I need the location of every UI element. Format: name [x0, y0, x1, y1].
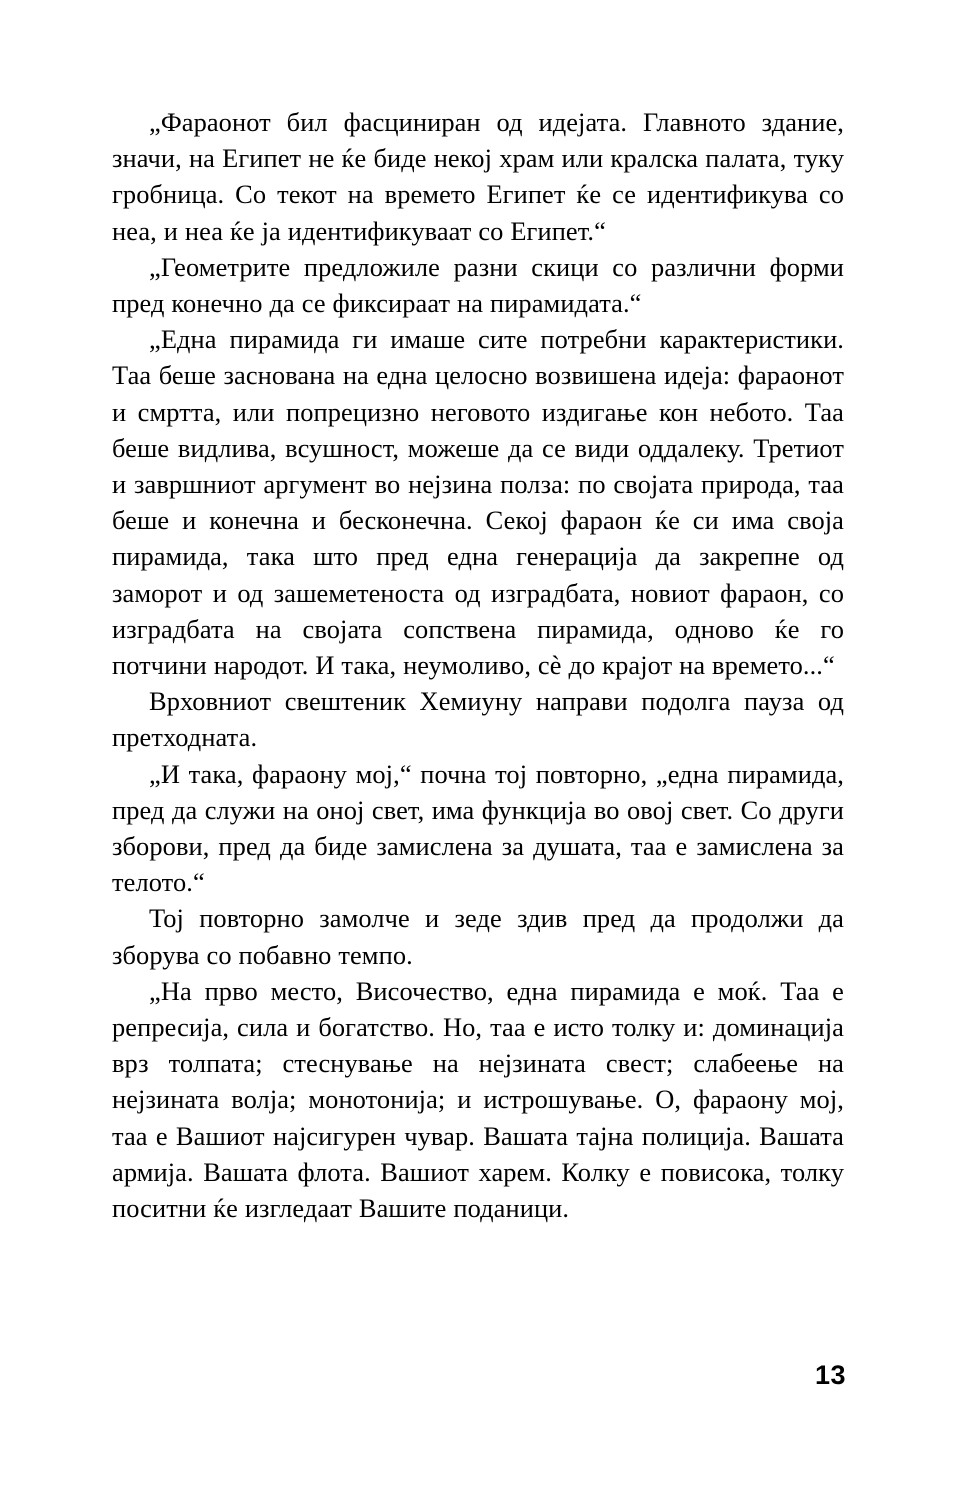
- paragraph-4: Врховниот свештеник Хемиуну направи подолга пауза од претходната.: [112, 686, 844, 753]
- paragraph-7: „На прво место, Височество, една пирамида е моќ. Таа е репресија, сила и богатство. Но, таа е исто толку и: доминација врз толпата; стеснување на нејзината свест; слабеење на нејзината волја; монотонија; и истрошување. О, фараону мој, таа е Вашиот најсигурен чувар. Вашата тајна полиција. Вашата армија. Вашата флота. Вашиот харем. Колку е повисока, толку поситни ќе изгледаат Вашите поданици.: [112, 975, 844, 1224]
- paragraph-1: „Фараонот бил фасциниран од идејата. Главното здание, значи, на Египет не ќе биде некој храм или кралска палата, туку гробница. Со текот на времето Египет ќе се идентификува со неа, и неа ќе ја идентификуваат со Египет.“: [112, 107, 844, 246]
- paragraph-6: Тој повторно замолче и зеде здив пред да продолжи да зборува со побавно темпо.: [112, 903, 844, 970]
- paragraph-2: „Геометрите предложиле разни скици со различни форми пред конечно да се фиксираат на пирамидата.“: [112, 251, 844, 319]
- paragraph-3: „Една пирамида ги имаше сите потребни карактеристики. Таа беше заснована на една целосно возвишена идеја: фараонот и смртта, или попрецизно неговото издигање кон небото. Таа беше видлива, всушност, можеше да се види оддалеку. Третиот и завршниот аргумент во нејзина полза: по својата природа, таа беше и конечна и бесконечна. Секој фараон ќе си има своја пирамида, така што пред една генерација да закрепне од заморот и од зашеметеноста од изградбата, новиот фараон, со изградбата на својата сопствена пирамида, одново ќе го потчини народот. И така, неумоливо, сѐ до крајот на времето...“: [112, 324, 844, 681]
- paragraph-5: „И така, фараону мој,“ почна тој повторно, „една пирамида, пред да служи на оној свет, има функција во овој свет. Со други зборови, пред да биде замислена за душата, таа е замислена за телото.“: [112, 758, 844, 898]
- body-text-block: [112, 104, 844, 1226]
- page-number: 13: [814, 1360, 846, 1390]
